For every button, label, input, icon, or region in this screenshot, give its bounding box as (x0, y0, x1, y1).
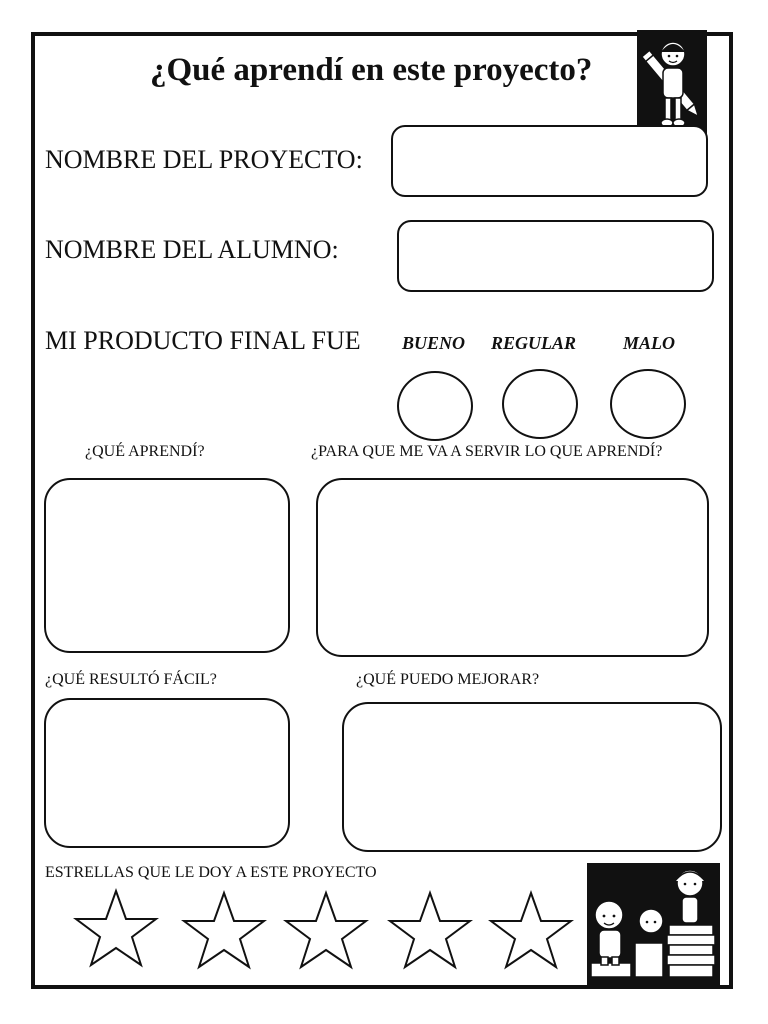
student-name-field[interactable] (397, 220, 714, 292)
project-name-label: NOMBRE DEL PROYECTO: (45, 145, 363, 174)
question-learned-label: ¿QUÉ APRENDÍ? (85, 443, 205, 460)
page-title: ¿Qué aprendí en este proyecto? (150, 52, 593, 88)
question-usefulness-label: ¿PARA QUE ME VA A SERVIR LO QUE APRENDÍ? (311, 443, 663, 460)
answer-usefulness-box[interactable] (316, 478, 709, 657)
answer-learned-box[interactable] (44, 478, 290, 653)
question-easy-label: ¿QUÉ RESULTÓ FÁCIL? (45, 671, 217, 688)
star-5-icon[interactable] (487, 890, 575, 970)
star-4-icon[interactable] (386, 890, 474, 970)
rating-option-malo-label: MALO (623, 333, 676, 353)
rating-circle-regular[interactable] (502, 369, 578, 439)
student-name-label: NOMBRE DEL ALUMNO: (45, 235, 339, 264)
stars-label: ESTRELLAS QUE LE DOY A ESTE PROYECTO (45, 864, 377, 881)
rating-circle-bueno[interactable] (397, 371, 473, 441)
star-2-icon[interactable] (180, 890, 268, 970)
kids-with-books-icon (587, 863, 720, 985)
final-product-label: MI PRODUCTO FINAL FUE (45, 326, 361, 355)
answer-easy-box[interactable] (44, 698, 290, 848)
rating-option-bueno-label: BUENO (402, 333, 466, 353)
question-improve-label: ¿QUÉ PUEDO MEJORAR? (356, 671, 540, 688)
rating-circle-malo[interactable] (610, 369, 686, 439)
answer-improve-box[interactable] (342, 702, 722, 852)
rating-option-regular-label: REGULAR (491, 333, 577, 353)
star-1-icon[interactable] (72, 888, 160, 968)
project-name-field[interactable] (391, 125, 708, 197)
star-3-icon[interactable] (282, 890, 370, 970)
kid-with-pencil-icon (637, 30, 707, 136)
